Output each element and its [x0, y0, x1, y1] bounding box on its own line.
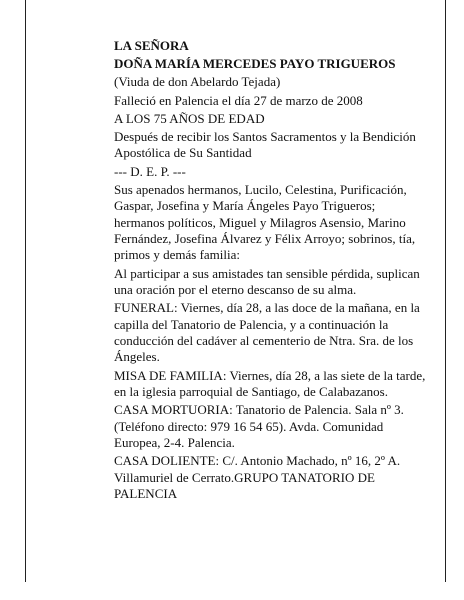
mourning-home-text: CASA DOLIENTE: C/. Antonio Machado, nº 16, 2º A. Villamuriel de Cerrato.GRUPO TANATORIO DE PALENCIA: [114, 453, 401, 502]
family-text: Sus apenados hermanos, Lucilo, Celestina, Purificación, Gaspar, Josefina y María Ángeles Payo Trigueros; hermanos políticos, Miguel y Milagros Asensio, Marino Fernández, Josefina Álvarez y Félix Arroyo; sobrinos, tía, primos y demás familia:: [114, 181, 416, 263]
funeral-text: FUNERAL: Viernes, día 28, a las doce de la mañana, en la capilla del Tanatorio de Palencia, y a continuación la conducción del cadáver al cementerio de Ntra. Sra. de los Ángeles.: [114, 300, 420, 365]
rip-line: --- D. E. P. ---: [114, 163, 186, 179]
notice-heading: LA SEÑORA: [114, 38, 189, 53]
family-mass-text: MISA DE FAMILIA: Viernes, día 28, a las siete de la tarde, en la iglesia parroquial de Santiago, de Calabazanos.: [114, 367, 426, 400]
mortuary-text: CASA MORTUORIA: Tanatorio de Palencia. Sala nº 3. (Teléfono directo: 979 16 54 65). Avda. Comunidad Europea, 2-4. Palencia.: [114, 402, 404, 451]
age-line: A LOS 75 AÑOS DE EDAD: [114, 110, 265, 126]
widow-of-line: (Viuda de don Abelardo Tejada): [114, 74, 281, 90]
death-line: Falleció en Palencia el día 27 de marzo de 2008: [114, 92, 363, 108]
obituary-notice: [114, 38, 426, 504]
deceased-name: DOÑA MARÍA MERCEDES PAYO TRIGUEROS: [114, 56, 396, 72]
sacraments-text: Después de recibir los Santos Sacramentos y la Bendición Apostólica de Su Santidad: [114, 129, 416, 161]
prayer-request-text: Al participar a sus amistades tan sensible pérdida, suplican una oración por el eterno descanso de su alma.: [114, 265, 420, 298]
